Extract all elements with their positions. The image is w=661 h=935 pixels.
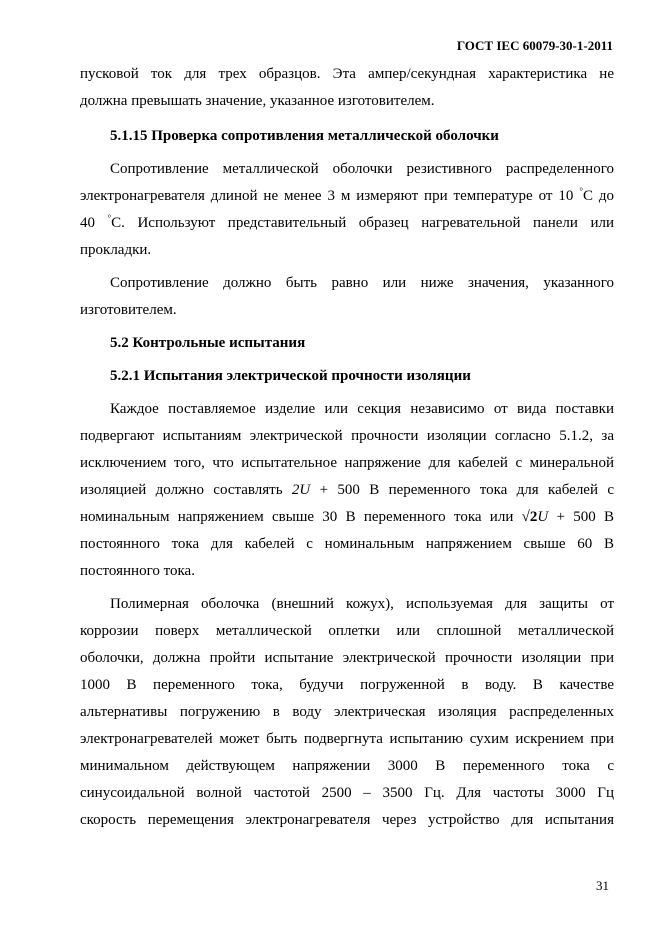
text-line: исключением того, что испытательное напряжение для кабелей с минеральной — [80, 455, 614, 471]
formula-variable: U — [299, 482, 311, 498]
sqrt-symbol: √2 — [521, 509, 538, 525]
text-line — [80, 210, 614, 237]
text-line: Сопротивление должно быть равно или ниже значения, указанного — [110, 275, 614, 291]
text-line — [80, 504, 614, 531]
text-span: C до — [582, 188, 614, 204]
page-number: 31 — [596, 878, 609, 893]
text-line: скорость перемещения электронагревателя через устройство для испытания — [80, 812, 614, 828]
text-line: электронагревателей может быть подвергнута испытанию сухим искрением при — [80, 731, 614, 747]
text-line: Сопротивление металлической оболочки резистивного распределенного — [110, 161, 614, 177]
text-span: C. Используют представительный образец нагревательной панели или — [111, 215, 614, 231]
text-line: должна превышать значение, указанное изготовителем. — [80, 93, 435, 109]
text-span: номинальным напряжением свыше 30 В переменного тока или — [80, 509, 522, 525]
paragraph — [80, 591, 614, 834]
intro-paragraph — [80, 61, 614, 115]
formula-variable: U — [537, 509, 549, 525]
text-line — [80, 183, 614, 210]
document-code-header: ГОСТ IEC 60079-30-1-2011 — [456, 38, 613, 53]
text-line: прокладки. — [80, 242, 152, 258]
paragraph — [80, 396, 614, 585]
text-line: альтернативы погружению в воду электрическая изоляция распределенных — [80, 704, 614, 720]
text-line: постоянного тока для кабелей с номинальным напряжением свыше 60 В — [80, 536, 614, 552]
degree-sign: ° — [107, 213, 112, 223]
text-span: электронагревателя длиной не менее 3 м измеряют при температуре от 10 — [80, 188, 580, 204]
section-heading-5-1-15: 5.1.15 Проверка сопротивления металлической оболочки — [110, 128, 499, 144]
text-line: пусковой ток для трех образцов. Эта ампер/секундная характеристика не — [80, 66, 614, 82]
text-line: синусоидальной волной частотой 2500 – 3500 Гц. Для частоты 3000 Гц — [80, 785, 614, 801]
paragraph — [80, 270, 614, 324]
text-span: + 500 В переменного тока для кабелей с — [310, 482, 614, 498]
section-heading-5-2-1: 5.2.1 Испытания электрической прочности изоляции — [110, 368, 471, 384]
text-line: постоянного тока. — [80, 563, 195, 579]
text-span: 40 — [80, 215, 108, 231]
text-span: изоляцией должно составлять — [80, 482, 292, 498]
text-line — [80, 477, 614, 504]
page-body — [80, 61, 614, 834]
section-heading-5-2: 5.2 Контрольные испытания — [110, 335, 306, 351]
text-line: 1000 В переменного тока, будучи погруженной в воду. В качестве — [80, 677, 614, 693]
degree-sign: ° — [579, 186, 583, 196]
text-line: минимальном действующем напряжении 3000 В переменного тока с — [80, 758, 614, 774]
text-line: изготовителем. — [80, 302, 177, 318]
text-span: + 500 В — [548, 509, 614, 525]
text-line: Каждое поставляемое изделие или секция независимо от вида поставки — [110, 401, 614, 417]
text-line: подвергают испытаниям электрической прочности изоляции согласно 5.1.2, за — [80, 428, 614, 444]
text-line: Полимерная оболочка (внешний кожух), используемая для защиты от — [110, 596, 614, 612]
text-line: оболочки, должна пройти испытание электрической прочности изоляции при — [80, 650, 614, 666]
formula-coefficient: 2 — [291, 482, 300, 498]
paragraph — [80, 156, 614, 264]
text-line: коррозии поверх металлической оплетки или сплошной металлической — [80, 623, 614, 639]
